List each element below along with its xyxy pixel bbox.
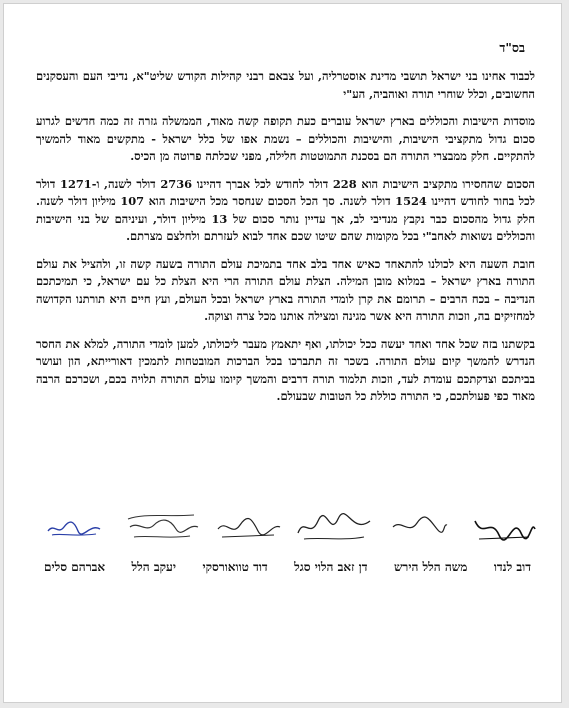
signatory-name: דוב לנדו: [493, 560, 531, 574]
signature-scribble-5: [389, 509, 449, 545]
signatory-name: משה הלל הירש: [393, 560, 468, 574]
paragraph-amounts: הסכום שהחסירו מתקציב הישיבות הוא 228 דולר לחודש לכל אברך דהיינו 2736 דולר לשנה, ו-1271 דולר לכל בחור לחודש דהיינו 1524 דולר לשנה. סך הכל הסכום שנחסר מכל הישיבות הוא 107 מיליון דולר לשנה. חלק גדול מהסכום כבר נקבץ מנדיבי לב, אך עדיין נותר סכום של 13 מיליון דולר, ועיניהם של בני הישיבות והכוללים נשואות לאחב"י בכל מקומות שהם שיטו שכם אחד לבוא לעזרתם ולחלצם מצרתם.: [36, 176, 535, 243]
signatory-name: דן זאב הלוי סגל: [294, 560, 368, 574]
paragraph-situation: מוסדות הישיבות והכוללים בארץ ישראל עוברים כעת תקופה קשה מאוד, הממשלה גזרה זה כמה חדשים לגרוע סכום גדול מתקציבי הישיבות, והישיבות והכוללים – נשמת אפו של כלל ישראל - מתקשים מאוד להמשיך להתקיים. חלק ממבצרי התורה הם בסכנת התמוטטות חלילה, מפני שכלתה פרוטה מן הכיס.: [36, 114, 535, 163]
signature-scribble-blue: [44, 509, 104, 545]
bsd-header: בס"ד: [499, 40, 525, 55]
paragraph-request: בקשתנו בזה שכל אחד ואחד יעשה ככל יכולתו, ואף יתאמץ מעבר ליכולתו, למען לומדי התורה, למלא את החסר הנדרש להמשך קיום עולם התורה. בשכר זה תתברכו בכל הברכות המובטחות לתמכין דאורייתא, הון ועושר בביתכם וצדקתכם עומדת לעד, וזכות תלמוד תורה דרבים והמשך קיומו עולם התורה תלויה בכם, ושכרכם הרבה מאוד כפי פעולתכם, כי התורה כוללת כל הטובות שבעולם.: [36, 336, 535, 403]
paragraph-greeting: לכבוד אחינו בני ישראל תושבי מדינת אוסטרליה, ועל צבאם רבני קהילות הקודש שליט"א, נדיבי העם והעסקנים החשובים, וכלל שוחרי תורה ואוהביה, הע"י: [36, 69, 535, 101]
signature-scribble-3: [214, 509, 284, 545]
letter-body: [36, 68, 535, 416]
paragraph-obligation: חובת השעה היא לכולנו להתאחד כאיש אחד בלב אחד בתמיכת עולם התורה בשעה קשה זו, ולהציל את עולם התורה בארץ ישראל – במלוא מובן המילה. הצלת עולם התורה הרי היא הצלת כל עם ישראל, כי תמיכתכם הנדיבה – בכח הרבים – תרומם את קרן לומדי התורה בארץ ישראל ובכל העולם, ועץ חיים היא תורתנו הקדושה למחזיקים בה, וזכות התורה היא אשר מגינה ומצילה אותנו מכל צרה וצוקה.: [36, 256, 535, 323]
signatory-name: דוד טוואורסקי: [202, 560, 268, 574]
signatory-name: אברהם סלים: [44, 560, 106, 574]
signatures-row: [44, 509, 531, 549]
signatory-name: יעקב הלל: [131, 560, 176, 574]
signature-scribble-6: [469, 509, 539, 545]
signature-scribble-2: [124, 509, 204, 545]
signatory-names: [44, 560, 531, 575]
signature-scribble-4: [294, 509, 374, 545]
letter-page: [3, 3, 562, 703]
